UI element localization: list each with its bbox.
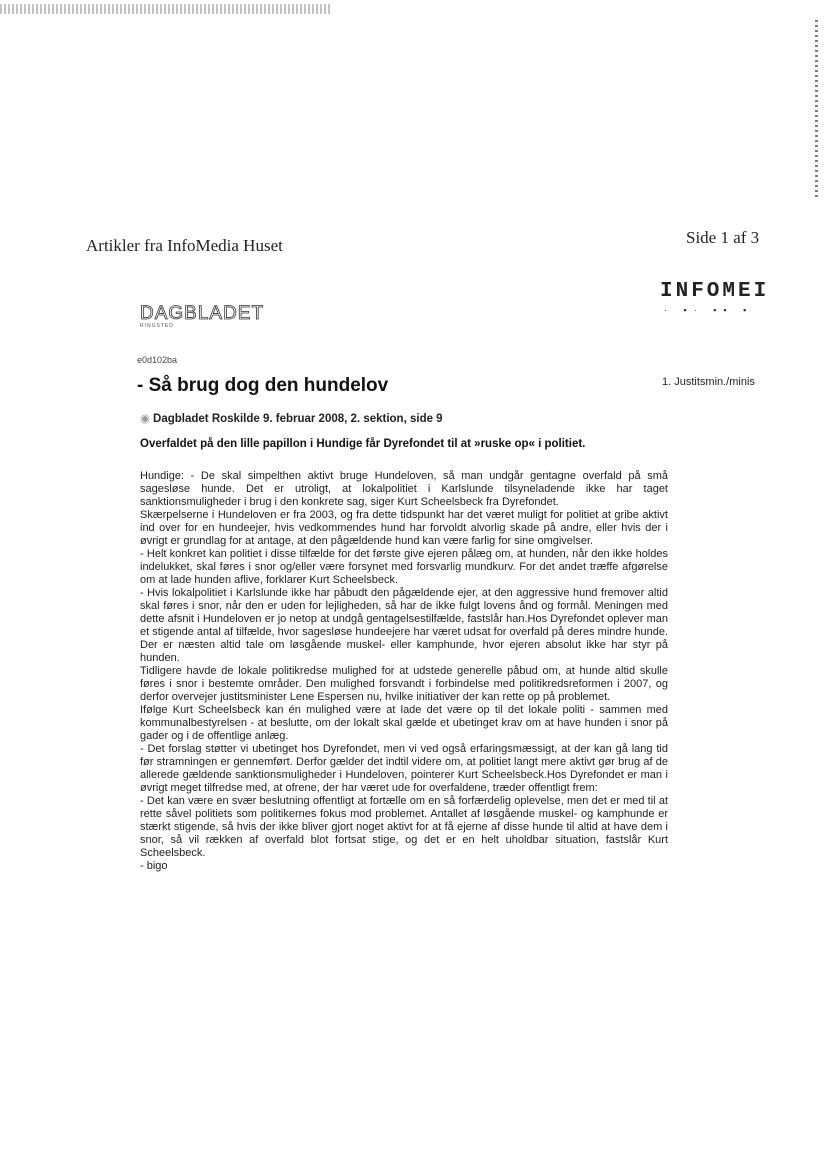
article-paragraph: - Det forslag støtter vi ubetinget hos Dyrefondet, men vi ved også erfaringsmæssigt, at der kan gå lang tid før stramningen er gennemført. Derfor gælder det indtil videre om, at politiet langt mere aktivt gør brug af de allerede gældende sanktionsmuligheder i Hundeloven, pointerer Kurt Scheelsbeck.Hos Dyrefondet er man i øvrigt meget tilfredse med, at ofrene, der har været ude for overfaldene, træder offentligt frem:	[140, 743, 668, 794]
infomedia-logo-word: INFOMEI	[660, 280, 770, 303]
article-paragraph: - Det kan være en svær beslutning offentligt at fortælle om en så forfærdelig oplevelse, men det er med til at rette såvel politiets som politikernes fokus mod problemet. Antallet af løsgående muskel- og kamphunde er stærkt stigende, så hvis der ikke bliver gjort noget aktivt for at få ejerne af disse hunde til altid at have dem i snor, så vil rækken af overfald blot fortsat stige, og det er en helt uholdbar situation, fastslår Kurt Scheelsbeck.	[140, 795, 668, 859]
article-body	[140, 470, 668, 873]
scan-noise	[0, 4, 330, 14]
article-paragraph: Tidligere havde de lokale politikredse mulighed for at udstede generelle påbud om, at hunde altid skulle føres i snor i bestemte områder. Den mulighed forsvandt i forbindelse med politikredsreformen i 2007, og derfor overvejer justitsminister Lene Espersen nu, hvilke initiativer der kan rette op på problemet.	[140, 665, 668, 703]
article-byline: - bigo	[140, 860, 168, 872]
article-category: 1. Justitsmin./minis	[662, 376, 755, 388]
article-paragraph: Hundige: - De skal simpelthen aktivt bruge Hundeloven, så man undgår gentagne overfald på små sagesløse hunde. Det er utroligt, at lokalpolitiet i Karlslunde tilsyneladende ikke har taget sanktionsmuligheder i brug i den konkrete sag, siger Kurt Scheelsbeck fra Dyrefondet.	[140, 470, 668, 508]
infomedia-logo-dots: · ▪· ▪▪ ▪	[664, 305, 754, 315]
article-source-text: Dagbladet Roskilde 9. februar 2008, 2. sektion, side 9	[153, 413, 443, 425]
newspaper-logo-name: DAGBLADET	[140, 303, 265, 324]
newspaper-logo	[140, 303, 264, 329]
article-lead: Overfaldet på den lille papillon i Hundige får Dyrefondet til at »ruske op« i politiet.	[140, 438, 586, 450]
page-number: Side 1 af 3	[686, 228, 760, 247]
article-paragraph: Ifølge Kurt Scheelsbeck kan én mulighed være at lade det være op til det lokale politi - sammen med kommunalbestyrelsen - at beslutte, om der lokalt skal gælde et ubetinget krav om at have hunden i snor på gader og i de offentlige anlæg.	[140, 704, 668, 742]
source-icon: ◉	[140, 413, 151, 425]
article-paragraph: Skærpelserne i Hundeloven er fra 2003, og fra dette tidspunkt har det været muligt for politiet at gribe aktivt ind over for en hundeejer, hvis vedkommendes hund har forvoldt alvorlig skade på andre, eller hvis der i øvrigt er grundlag for at antage, at den pågældende hund kan være farlig for sine omgivelser.	[140, 509, 668, 547]
article-paragraph: - Hvis lokalpolitiet i Karlslunde ikke har påbudt den pågældende ejer, at den aggressive hund fremover altid skal føres i snor, når den er uden for lejligheden, så har de ikke fulgt lovens ånd og formål. Meningen med dette afsnit i Hundeloven er jo netop at undgå gentagelsestilfælde, fastslår han.Hos Dyrefondet oplever man et stigende antal af tilfælde, hvor sagesløse hundeejere har været udsat for overfald på deres mindre hunde. Der er næsten altid tale om løsgående muskel- eller kamphunde, hvor ejeren absolut ikke har styr på hunden.	[140, 587, 668, 664]
article-paragraph: - Helt konkret kan politiet i disse tilfælde for det første give ejeren pålæg om, at hunden, når den ikke holdes indelukket, skal føres i snor og/eller være forsynet med forsvarlig mundkurv. For det andet træffe afgørelse om at lade hunden aflive, forklarer Kurt Scheelsbeck.	[140, 548, 668, 586]
scan-edge-mark	[815, 20, 818, 200]
print-header-title: Artikler fra InfoMedia Huset	[86, 236, 283, 255]
infomedia-logo	[660, 280, 770, 330]
article-title: - Så brug dog den hundelov	[137, 375, 389, 396]
newspaper-logo-sub: RINGSTED	[140, 323, 174, 329]
article-source	[140, 411, 443, 425]
document-id: e0d102ba	[137, 355, 178, 365]
